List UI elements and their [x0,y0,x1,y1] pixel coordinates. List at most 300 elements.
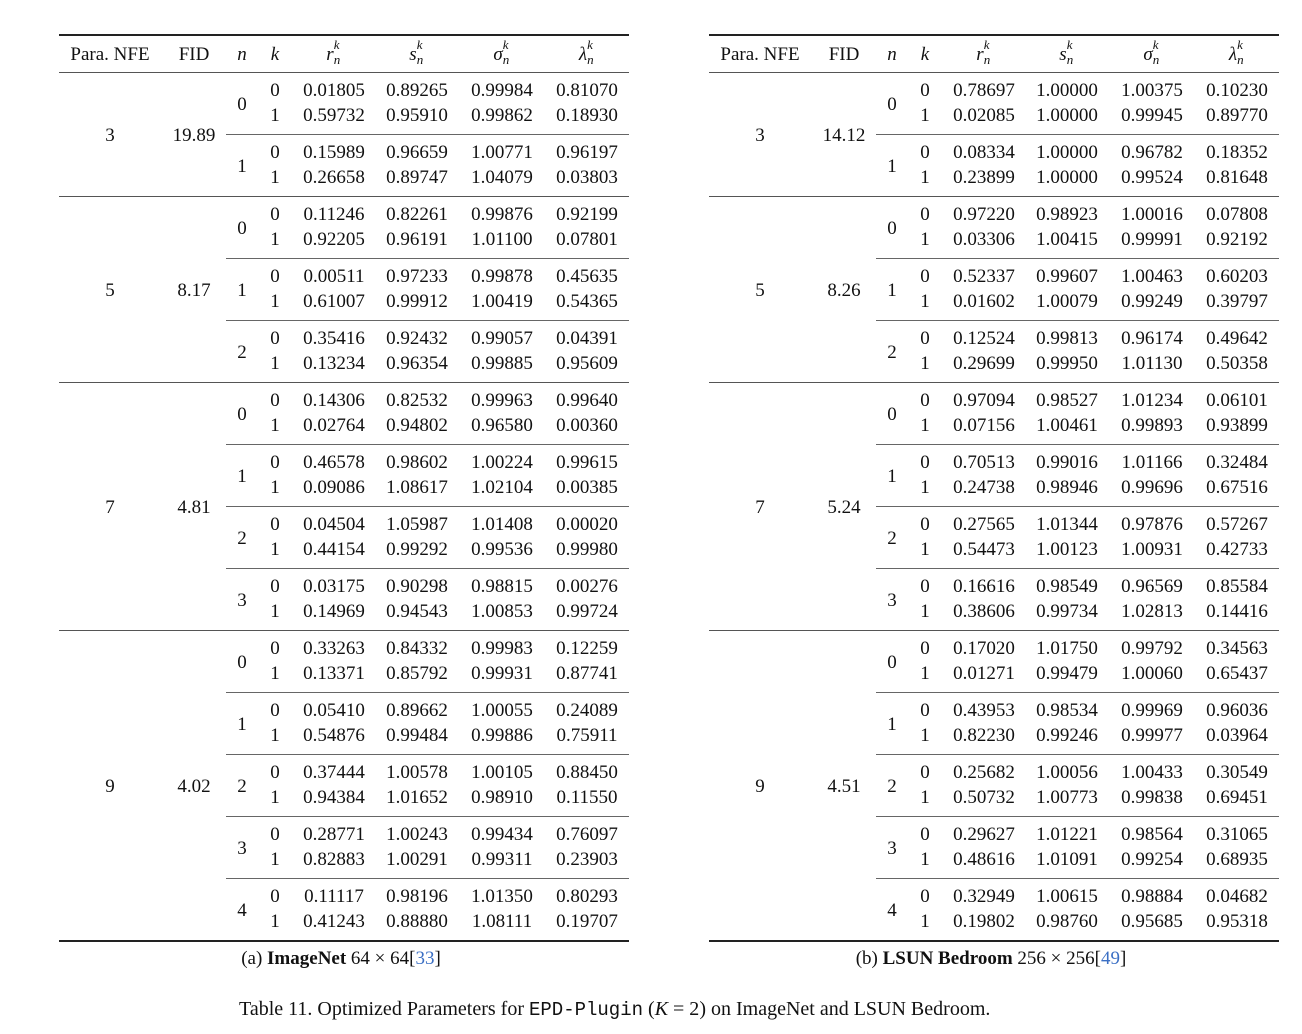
math-symbol [493,37,510,67]
cell-r: 0.41243 [303,910,365,932]
cell-k: 0 [270,328,280,349]
group-separator [59,630,629,631]
block-separator [876,692,1279,693]
symbol-subscript: n [1152,52,1160,67]
cell-lambda: 0.03803 [556,166,618,188]
block-separator [876,320,1279,321]
cell-s: 0.98760 [1036,910,1098,932]
cell-sigma: 0.99984 [471,80,533,101]
cell-r: 0.59732 [303,104,365,126]
symbol-subscript: n [416,52,424,67]
cell-s: 1.01344 [1036,514,1098,535]
symbol-superscript: k [587,37,593,52]
cell-k: 1 [270,352,280,374]
cell-lambda: 0.19707 [556,910,618,932]
header-rule [59,72,629,73]
cell-n: 1 [237,713,247,735]
cell-lambda: 0.23903 [556,848,618,870]
symbol-superscript: k [1152,37,1159,52]
cell-sigma: 0.99524 [1121,166,1183,188]
cell-r: 0.70513 [953,452,1015,473]
cell-lambda: 0.81070 [556,80,618,101]
block-separator [226,692,629,693]
cell-sigma: 0.99792 [1121,638,1183,659]
cell-k: 0 [270,576,280,597]
cell-sigma: 1.00419 [471,290,533,312]
cell-sigma: 0.99969 [1121,700,1183,721]
cell-k: 0 [920,576,930,597]
cell-lambda: 0.89770 [1206,104,1268,126]
cell-k: 0 [920,328,930,349]
symbol-superscript: k [1237,37,1243,52]
cell-r: 0.05410 [303,700,365,721]
cell-lambda: 0.65437 [1206,662,1268,684]
cell-k: 0 [270,452,280,473]
cell-sigma: 1.08111 [471,910,533,932]
column-header-k: k [270,44,280,65]
cell-para-nfe: 3 [105,124,115,146]
block-separator [876,878,1279,879]
top-rule [59,34,629,36]
cell-n: 0 [237,651,247,673]
subcaption-label: (b) [855,948,878,969]
cell-lambda: 0.50358 [1206,352,1268,374]
cell-r: 0.00511 [303,266,365,287]
cell-sigma: 0.99862 [471,104,533,126]
symbol-base: r [976,44,984,65]
cell-lambda: 0.42733 [1206,538,1268,560]
cell-lambda: 0.00385 [556,476,618,498]
cell-r: 0.19802 [953,910,1015,932]
cell-sigma: 0.99886 [471,724,533,746]
cell-r: 0.82230 [953,724,1015,746]
cell-k: 0 [920,638,930,659]
block-separator [226,878,629,879]
cell-n: 3 [887,589,897,611]
block-separator [876,444,1279,445]
cell-s: 0.99734 [1036,600,1098,622]
table-caption [239,998,990,1021]
cell-k: 0 [270,886,280,907]
cell-k: 1 [920,786,930,808]
bottom-rule [59,940,629,942]
cell-lambda: 0.68935 [1206,848,1268,870]
cell-lambda: 0.11550 [556,786,618,808]
cell-r: 0.54473 [953,538,1015,560]
symbol-subscript: n [983,52,991,67]
cell-lambda: 0.00020 [556,514,618,535]
cell-fid: 19.89 [172,124,216,146]
cell-lambda: 0.88450 [556,762,618,783]
cell-r: 0.02764 [303,414,365,436]
group-separator [59,196,629,197]
cell-k: 1 [270,786,280,808]
cell-s: 1.00123 [1036,538,1098,560]
column-header-n: n [887,44,897,65]
citation-link[interactable]: 49 [1100,948,1120,969]
cell-r: 0.01271 [953,662,1015,684]
cell-lambda: 0.49642 [1206,328,1268,349]
cell-lambda: 0.87741 [556,662,618,684]
cell-r: 0.08334 [953,142,1015,163]
cell-n: 2 [237,775,247,797]
cell-r: 0.35416 [303,328,365,349]
cell-sigma: 0.98910 [471,786,533,808]
cell-s: 0.99607 [1036,266,1098,287]
cell-k: 1 [920,104,930,126]
cell-lambda: 0.31065 [1206,824,1268,845]
cell-n: 2 [887,775,897,797]
cell-r: 0.26658 [303,166,365,188]
cell-sigma: 1.00931 [1121,538,1183,560]
column-header-n: n [237,44,247,65]
symbol-superscript: k [333,37,340,52]
cell-r: 0.03175 [303,576,365,597]
math-symbol [326,37,341,67]
block-separator [226,258,629,259]
cell-k: 1 [270,538,280,560]
cell-para-nfe: 7 [755,496,765,518]
cell-n: 3 [887,837,897,859]
cell-fid: 8.17 [177,279,211,301]
cell-sigma: 1.00224 [471,452,533,473]
cell-fid: 8.26 [827,279,861,301]
cell-lambda: 0.14416 [1206,600,1268,622]
cell-r: 0.12524 [953,328,1015,349]
cell-lambda: 0.04682 [1206,886,1268,907]
cell-s: 0.99484 [386,724,448,746]
cell-s: 1.00079 [1036,290,1098,312]
cell-n: 2 [237,341,247,363]
cite-bracket-open: [ [409,948,416,969]
cell-s: 1.00615 [1036,886,1098,907]
cell-s: 0.97233 [386,266,448,287]
cell-sigma: 0.99983 [471,638,533,659]
symbol-superscript: k [1066,37,1073,52]
cell-r: 0.92205 [303,228,365,250]
math-symbol [578,37,594,67]
cell-para-nfe: 5 [105,279,115,301]
cell-sigma: 0.99254 [1121,848,1183,870]
cell-k: 0 [270,700,280,721]
cite-bracket-open: [ [1094,948,1101,969]
cell-n: 0 [237,93,247,115]
cell-fid: 4.81 [177,496,211,518]
cell-r: 0.54876 [303,724,365,746]
cell-k: 0 [270,142,280,163]
cell-k: 0 [270,204,280,225]
math-symbol [409,37,424,67]
cell-r: 0.97094 [953,390,1015,411]
cell-s: 0.88880 [386,910,448,932]
cell-sigma: 0.99885 [471,352,533,374]
cell-r: 0.09086 [303,476,365,498]
cell-r: 0.32949 [953,886,1015,907]
cell-n: 0 [887,217,897,239]
column-header-fid: FID [178,44,210,65]
cell-r: 0.25682 [953,762,1015,783]
cell-s: 1.00578 [386,762,448,783]
cell-sigma: 1.00771 [471,142,533,163]
cell-k: 0 [920,142,930,163]
cell-lambda: 0.07808 [1206,204,1268,225]
cell-k: 1 [920,724,930,746]
symbol-base: σ [1143,44,1153,65]
cell-lambda: 0.92192 [1206,228,1268,250]
cell-sigma: 1.01100 [471,228,533,250]
caption-paren-open: ( [643,998,655,1020]
cell-lambda: 0.57267 [1206,514,1268,535]
cell-n: 0 [237,403,247,425]
block-separator [876,816,1279,817]
cell-r: 0.29627 [953,824,1015,845]
cell-k: 1 [920,166,930,188]
cell-sigma: 0.96580 [471,414,533,436]
cell-s: 1.01221 [1036,824,1098,845]
bottom-rule [709,940,1279,942]
cell-lambda: 0.96036 [1206,700,1268,721]
block-separator [226,754,629,755]
cell-s: 0.84332 [386,638,448,659]
cell-r: 0.44154 [303,538,365,560]
cell-n: 4 [237,899,247,921]
cell-k: 1 [920,662,930,684]
cell-s: 1.00000 [1036,166,1098,188]
cell-sigma: 0.96569 [1121,576,1183,597]
cell-lambda: 0.67516 [1206,476,1268,498]
cell-r: 0.50732 [953,786,1015,808]
cell-sigma: 1.04079 [471,166,533,188]
cell-lambda: 0.95609 [556,352,618,374]
top-rule [709,34,1279,36]
cell-lambda: 0.32484 [1206,452,1268,473]
symbol-base: σ [493,44,503,65]
block-separator [226,134,629,135]
cell-sigma: 1.01350 [471,886,533,907]
cell-r: 0.52337 [953,266,1015,287]
cell-k: 0 [270,514,280,535]
cell-k: 1 [270,848,280,870]
cell-k: 1 [270,166,280,188]
cell-lambda: 0.07801 [556,228,618,250]
symbol-subscript: n [587,52,594,67]
cell-s: 1.00056 [1036,762,1098,783]
cell-s: 1.00000 [1036,80,1098,101]
cell-r: 0.61007 [303,290,365,312]
cell-s: 0.90298 [386,576,448,597]
cell-sigma: 1.01234 [1121,390,1183,411]
cell-sigma: 1.02104 [471,476,533,498]
caption-paren-close: ) [699,998,706,1020]
cell-sigma: 1.00055 [471,700,533,721]
cell-r: 0.37444 [303,762,365,783]
cell-r: 0.94384 [303,786,365,808]
symbol-subscript: n [333,52,341,67]
cell-k: 0 [270,80,280,101]
cell-sigma: 0.99991 [1121,228,1183,250]
cell-r: 0.14969 [303,600,365,622]
cell-k: 1 [270,476,280,498]
cell-lambda: 0.99980 [556,538,618,560]
cell-lambda: 0.54365 [556,290,618,312]
cell-s: 1.00461 [1036,414,1098,436]
cell-sigma: 0.99876 [471,204,533,225]
cell-k: 0 [920,886,930,907]
cell-s: 0.89265 [386,80,448,101]
cell-s: 0.98602 [386,452,448,473]
block-separator [876,568,1279,569]
cell-lambda: 0.99640 [556,390,618,411]
cell-k: 1 [270,600,280,622]
cell-s: 0.89747 [386,166,448,188]
cell-k: 1 [270,662,280,684]
cell-k: 0 [920,390,930,411]
cell-r: 0.24738 [953,476,1015,498]
caption-k-symbol: K [654,998,669,1020]
cell-r: 0.28771 [303,824,365,845]
cell-lambda: 0.80293 [556,886,618,907]
cell-r: 0.17020 [953,638,1015,659]
cell-lambda: 0.00360 [556,414,618,436]
cell-lambda: 0.18352 [1206,142,1268,163]
cell-k: 0 [270,390,280,411]
cell-fid: 14.12 [822,124,866,146]
symbol-base: λ [578,44,588,65]
cite-bracket-close: ] [434,948,441,969]
cell-para-nfe: 5 [755,279,765,301]
cell-k: 1 [270,910,280,932]
cell-k: 0 [920,762,930,783]
cell-k: 0 [920,700,930,721]
cell-r: 0.02085 [953,104,1015,126]
cell-n: 1 [887,279,897,301]
cell-s: 0.98549 [1036,576,1098,597]
header-rule [709,72,1279,73]
cell-s: 1.05987 [386,514,448,535]
column-header-sigma [1143,37,1160,67]
cell-r: 0.01602 [953,290,1015,312]
cell-s: 0.82261 [386,204,448,225]
cell-k: 1 [270,290,280,312]
cell-s: 1.08617 [386,476,448,498]
cell-s: 1.00000 [1036,104,1098,126]
group-separator [709,630,1279,631]
caption-k-value: = 2 [668,998,700,1020]
math-symbol [1059,37,1074,67]
cell-n: 1 [887,465,897,487]
cell-s: 1.01652 [386,786,448,808]
cell-r: 0.04504 [303,514,365,535]
cell-sigma: 1.01408 [471,514,533,535]
cell-k: 1 [270,228,280,250]
cell-k: 0 [270,266,280,287]
cell-s: 0.96191 [386,228,448,250]
cell-k: 0 [920,452,930,473]
caption-prefix: Table 11. Optimized Parameters for [239,998,529,1020]
cell-lambda: 0.92199 [556,204,618,225]
cell-r: 0.33263 [303,638,365,659]
cell-para-nfe: 9 [105,775,115,797]
cell-sigma: 0.99977 [1121,724,1183,746]
cell-r: 0.29699 [953,352,1015,374]
block-separator [226,444,629,445]
cell-sigma: 0.99434 [471,824,533,845]
cell-s: 0.98527 [1036,390,1098,411]
cell-k: 1 [920,848,930,870]
cell-lambda: 0.34563 [1206,638,1268,659]
cell-n: 2 [887,341,897,363]
cell-sigma: 0.98815 [471,576,533,597]
cell-sigma: 0.99878 [471,266,533,287]
symbol-base: r [326,44,334,65]
cell-s: 0.94802 [386,414,448,436]
cell-s: 0.99292 [386,538,448,560]
column-header-r [326,37,341,67]
subcaption-resolution: 256 × 256 [1017,948,1095,969]
cell-lambda: 0.18930 [556,104,618,126]
cell-r: 0.13371 [303,662,365,684]
cell-lambda: 0.24089 [556,700,618,721]
cell-s: 1.01750 [1036,638,1098,659]
cell-n: 1 [237,279,247,301]
cell-k: 0 [270,824,280,845]
cell-n: 1 [887,713,897,735]
cell-lambda: 0.81648 [1206,166,1268,188]
math-symbol [1143,37,1160,67]
cell-s: 0.98534 [1036,700,1098,721]
cell-k: 0 [920,80,930,101]
cell-s: 0.99912 [386,290,448,312]
cell-sigma: 0.95685 [1121,910,1183,932]
cell-sigma: 1.00853 [471,600,533,622]
group-separator [709,196,1279,197]
cell-sigma: 0.99696 [1121,476,1183,498]
symbol-superscript: k [416,37,423,52]
block-separator [226,506,629,507]
cell-r: 0.43953 [953,700,1015,721]
block-separator [226,320,629,321]
cell-k: 0 [920,514,930,535]
cell-s: 0.94543 [386,600,448,622]
cell-sigma: 0.98884 [1121,886,1183,907]
cell-s: 0.98923 [1036,204,1098,225]
cell-k: 1 [920,476,930,498]
cell-n: 1 [887,155,897,177]
cell-n: 0 [887,651,897,673]
cell-k: 1 [920,414,930,436]
citation-link[interactable]: 33 [415,948,435,969]
cell-lambda: 0.69451 [1206,786,1268,808]
cell-k: 0 [270,762,280,783]
cell-n: 1 [237,465,247,487]
cell-para-nfe: 3 [755,124,765,146]
cell-sigma: 0.98564 [1121,824,1183,845]
symbol-subscript: n [1066,52,1074,67]
symbol-superscript: k [502,37,509,52]
symbol-base: s [409,44,417,65]
cell-s: 0.96354 [386,352,448,374]
cell-r: 0.15989 [303,142,365,163]
cell-r: 0.97220 [953,204,1015,225]
cell-n: 3 [237,837,247,859]
column-header-fid: FID [828,44,860,65]
cite-bracket-close: ] [1119,948,1127,969]
cell-sigma: 1.02813 [1121,600,1183,622]
column-header-lambda [578,37,594,67]
cell-k: 1 [270,414,280,436]
subcaption-imagenet [241,948,441,970]
subcaption-resolution: 64 × 64 [350,948,410,969]
